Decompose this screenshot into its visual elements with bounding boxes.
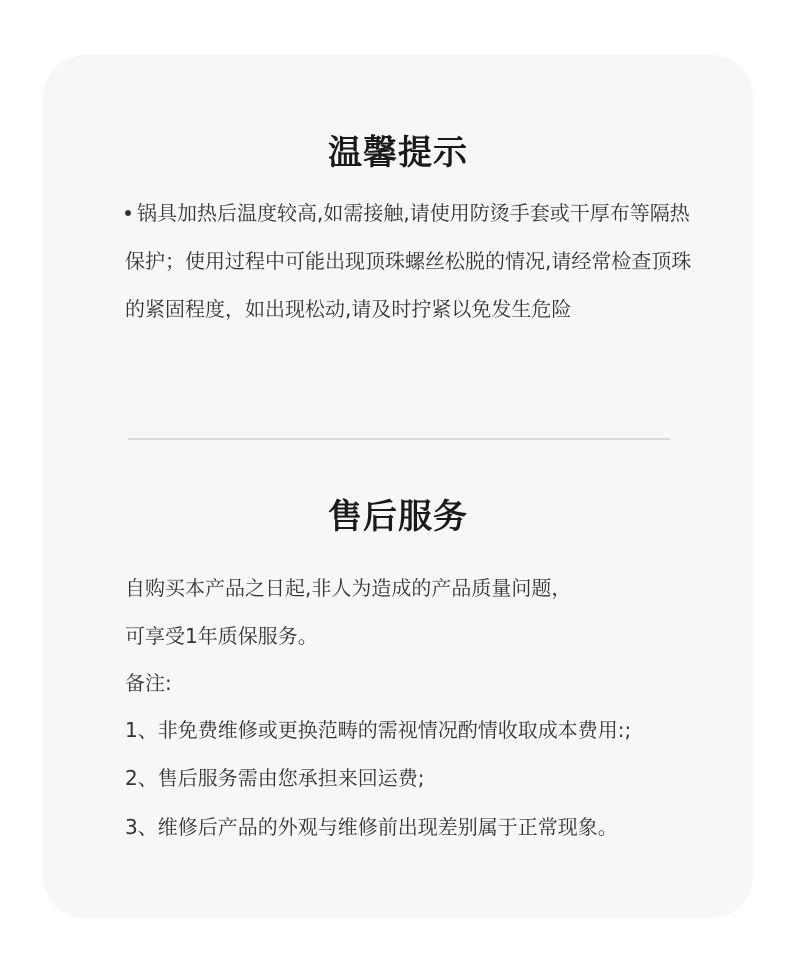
info-card <box>43 55 753 918</box>
after-sales-note-item: 1、非免费维修或更换范畴的需视情况酌情收取成本费用:; <box>125 718 632 742</box>
section-divider <box>128 438 670 440</box>
after-sales-note-label: 备注: <box>125 671 172 695</box>
warm-tips-title: 温馨提示 <box>328 133 468 173</box>
after-sales-title: 售后服务 <box>328 497 468 537</box>
warm-tips-paragraph <box>125 189 705 333</box>
bullet-icon <box>125 210 131 216</box>
warm-tips-text: 锅具加热后温度较高,如需接触,请使用防烫手套或干厚布等隔热保护；使用过程中可能出现顶珠螺丝松脱的情况,请经常检查顶珠的紧固程度，如出现松动,请及时拧紧以免发生危险 <box>125 201 692 321</box>
after-sales-note-item: 3、维修后产品的外观与维修前出现差别属于正常现象。 <box>125 815 618 839</box>
after-sales-note-item: 2、售后服务需由您承担来回运费; <box>125 766 425 790</box>
after-sales-line: 可享受1年质保服务。 <box>125 624 318 648</box>
after-sales-line: 自购买本产品之日起,非人为造成的产品质量问题， <box>125 576 572 600</box>
